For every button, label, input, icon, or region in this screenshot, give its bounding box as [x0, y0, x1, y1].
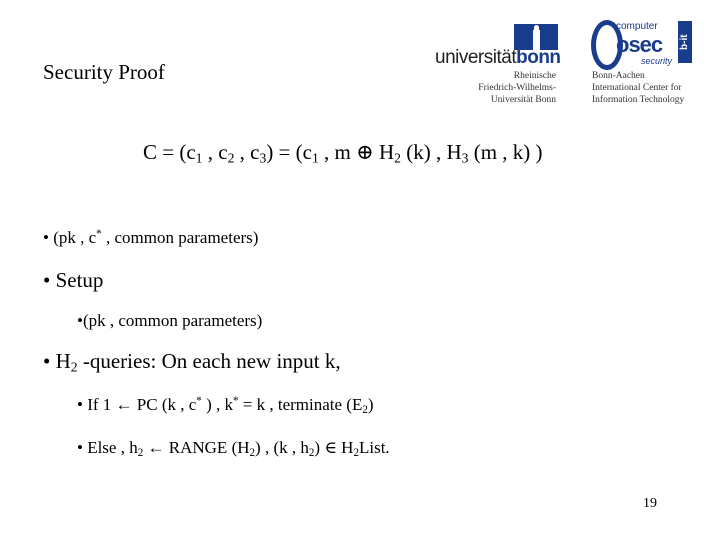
university-word-bold: bonn [516, 47, 561, 68]
cosec-sub-line: Bonn-Aachen [592, 71, 645, 81]
bullet-setup-detail: •(pk , common parameters) [77, 311, 263, 330]
university-logo-subtitle [470, 70, 556, 106]
university-logo-word [435, 47, 561, 69]
bullet-h2-else-case: • Else , $h_2$ ← RANGE $(H_2)$ , (k , $h_2$) ∈ $H_2List$. [77, 438, 390, 459]
bullet-h2-queries: • $H_2$ -queries: On each new input k, [43, 349, 341, 375]
page-number: 19 [643, 496, 657, 511]
cosec-bit-label: b-it [678, 21, 692, 63]
cosec-sub-line: International Center for [592, 83, 682, 93]
university-sub-line: Friedrich-Wilhelms- [478, 83, 556, 93]
cosec-sub-line: Information Technology [592, 95, 685, 105]
cosec-logo-subtitle [592, 70, 684, 106]
cosec-top-text: computer [616, 21, 658, 32]
cosec-security-text: security [641, 56, 673, 66]
university-sub-line: Rheinische [513, 71, 556, 81]
ciphertext-equation: $C = (c_1$ , $c_2$ , $c_3) = (c_1$ , m ⊕ $H_2$ (k) , $H_3$ (m , k) ) [143, 140, 543, 166]
slide-title: Security Proof [43, 60, 165, 84]
cosec-word: osec [616, 32, 663, 57]
university-bonn-logo [432, 20, 562, 110]
bullet-setup: • Setup [43, 268, 104, 292]
bullet-challenge-input: • (pk , c* , common parameters) [43, 227, 259, 247]
bullet-h2-if-case: • If 1 ← PC (k , c* ) , k* = k , terminate $(E_2)$ [77, 394, 374, 416]
university-sub-line: Universität Bonn [490, 95, 556, 105]
cosec-logo [586, 18, 706, 108]
university-word-plain: universität [435, 47, 517, 68]
